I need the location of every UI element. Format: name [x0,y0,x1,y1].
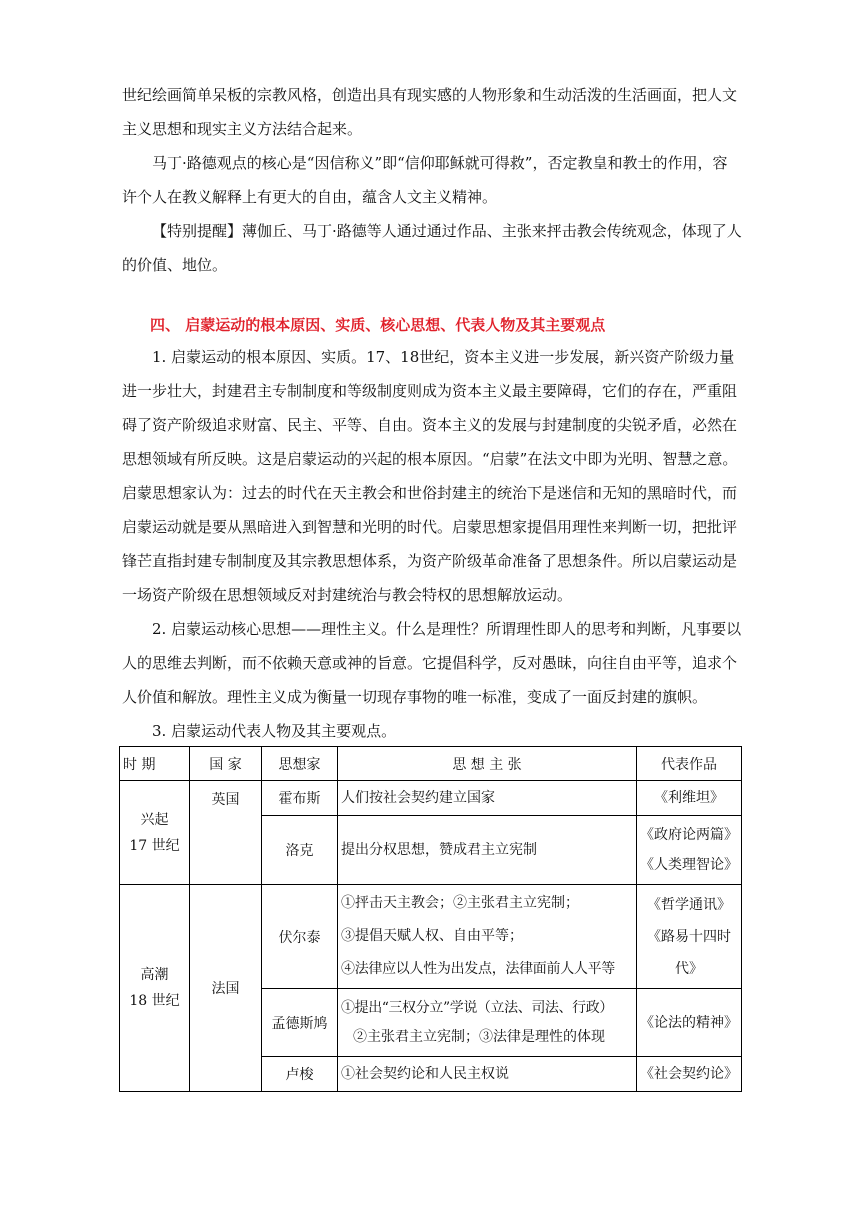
paragraph-renaissance-art: 世纪绘画简单呆板的宗教风格，创造出具有现实感的人物形象和生动活泼的生活画面，把人文主义思想和现实主义方法结合起来。 [122,86,738,138]
table-row [120,781,742,816]
works-voltaire: 《哲学通讯》 《路易十四时 代》 [637,885,742,989]
paragraph-luther: 马丁·路德观点的核心是“因信称义”即“信仰耶稣就可得救”，否定教皇和教士的作用，容许个人在教义解释上有更大的自由，蕴含人文主义精神。 [122,154,728,206]
header-country: 国 家 [190,747,262,781]
thinker-rousseau: 卢梭 [262,1057,338,1092]
section-heading: 四、 启蒙运动的根本原因、实质、核心思想、代表人物及其主要观点 [150,316,606,334]
period-france: 高潮 18 世纪 [120,885,190,1092]
ideas-hobbes: 人们按社会契约建立国家 [338,781,637,816]
point-3-representatives: 3. 启蒙运动代表人物及其主要观点。 [152,722,397,740]
country-france: 法国 [190,885,262,1092]
point-1-root-cause: 1. 启蒙运动的根本原因、实质。17、18世纪，资本主义进一步发展，新兴资产阶级力量进一步壮大，封建君主专制制度和等级制度则成为资本主义最主要障碍，它们的存在，严重阻碍了资产阶级追求财富、民主、平等、自由。资本主义的发展与封建制度的尖锐矛盾，必然在思想领域有所反映。这是启蒙运动的兴起的根本原因。“启蒙”在法文中即为光明、智慧之意。启蒙思想家认为：过去的时代在天主教会和世俗封建主的统治下是迷信和无知的黑暗时代，而启蒙运动就是要从黑暗进入到智慧和光明的时代。启蒙思想家提倡用理性来判断一切，把批评锋芒直指封建专制制度及其宗教思想体系，为资产阶级革命准备了思想条件。所以启蒙运动是一场资产阶级在思想领域反对封建统治与教会特权的思想解放运动。 [122,348,738,604]
works-montesquieu: 《论法的精神》 [637,989,742,1057]
table-header-row [120,747,742,781]
period-england: 兴起 17 世纪 [120,781,190,885]
works-hobbes: 《利维坦》 [637,781,742,816]
thinker-montesquieu: 孟德斯鸠 [262,989,338,1057]
ideas-montesquieu: ①提出“三权分立”学说（立法、司法、行政） ②主张君主立宪制；③法律是理性的体现 [338,989,637,1057]
ideas-locke: 提出分权思想，赞成君主立宪制 [338,816,637,885]
header-period: 时 期 [120,747,190,781]
paragraph-special-note: 【特别提醒】薄伽丘、马丁·路德等人通过通过作品、主张来抨击教会传统观念，体现了人的价值、地位。 [122,222,742,274]
point-2-rationalism: 2. 启蒙运动核心思想——理性主义。什么是理性？所谓理性即人的思考和判断，凡事要以人的思维去判断，而不依赖天意或神的旨意。它提倡科学，反对愚昧，向往自由平等，追求个人价值和解放。理性主义成为衡量一切现存事物的唯一标准，变成了一面反封建的旗帜。 [122,620,742,706]
thinker-hobbes: 霍布斯 [262,781,338,816]
header-thinker: 思想家 [262,747,338,781]
works-locke: 《政府论两篇》 《人类理智论》 [637,816,742,885]
enlightenment-thinkers-table [119,746,742,1092]
header-works: 代表作品 [637,747,742,781]
ideas-voltaire: ①抨击天主教会；②主张君主立宪制； ③提倡天赋人权、自由平等； ④法律应以人性为出发点，法律面前人人平等 [338,885,637,989]
header-ideas: 思 想 主 张 [338,747,637,781]
ideas-rousseau: ①社会契约论和人民主权说 [338,1057,637,1092]
table-row [120,885,742,989]
thinker-voltaire: 伏尔泰 [262,885,338,989]
works-rousseau: 《社会契约论》 [637,1057,742,1092]
country-england: 英国 [190,781,262,885]
thinker-locke: 洛克 [262,816,338,885]
